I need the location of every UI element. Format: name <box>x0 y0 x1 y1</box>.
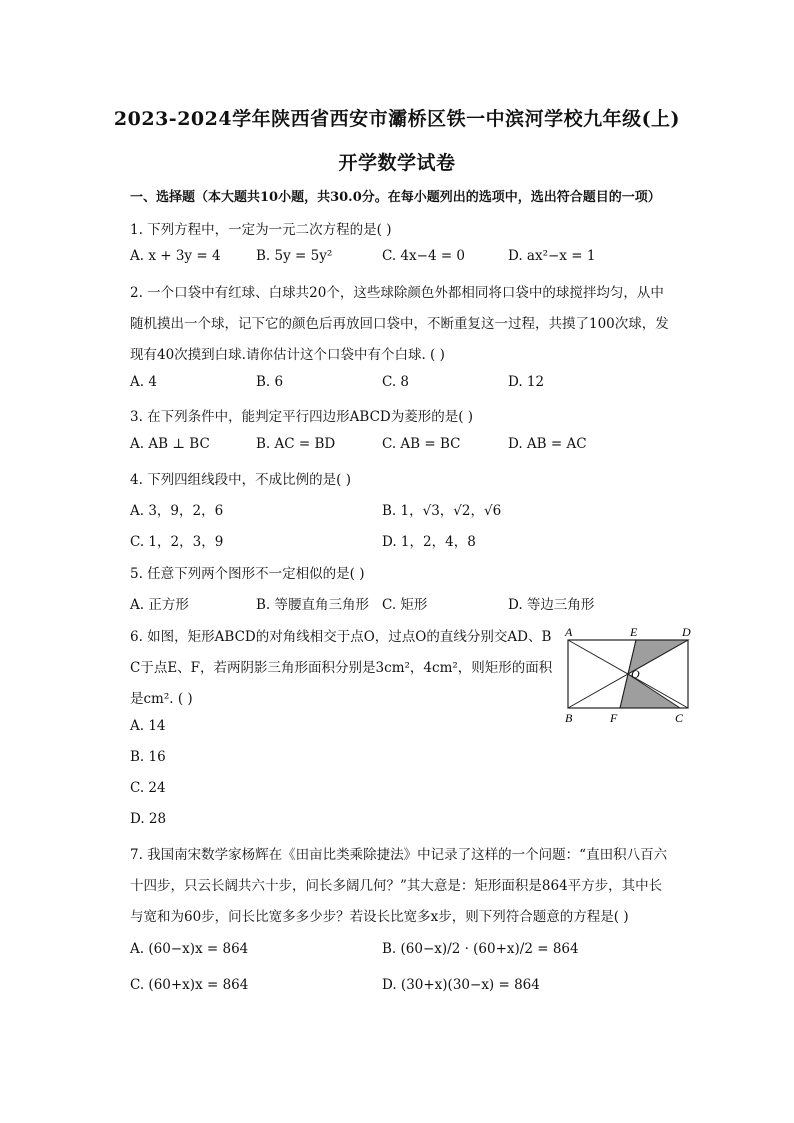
label-f: F <box>610 711 618 725</box>
q1-option-b: B. 5y = 5y² <box>256 248 333 264</box>
exam-title-line2: 开学数学试卷 <box>338 152 456 174</box>
question-7-stem-line1: 7. 我国南宋数学家杨辉在《田亩比类乘除捷法》中记录了这样的一个问题：“直田积八百六 <box>130 847 668 863</box>
q5-option-c: C. 矩形 <box>382 597 428 613</box>
q4-option-c: C. 1，2，3，9 <box>130 534 224 550</box>
question-6-stem-line3: 是cm². ( ) <box>130 691 193 707</box>
q3-option-b: B. AC = BD <box>256 436 336 452</box>
rectangle-figure <box>562 622 700 726</box>
q3-option-c: C. AB = BC <box>382 436 461 452</box>
q6-option-b: B. 16 <box>130 749 166 765</box>
q2-option-a: A. 4 <box>130 374 157 390</box>
label-c: C <box>675 711 684 725</box>
label-e: E <box>630 625 638 639</box>
q4-option-b: B. 1，√3，√2，√6 <box>382 503 502 519</box>
q7-option-b: B. (60−x)/2 · (60+x)/2 = 864 <box>382 941 579 957</box>
label-b: B <box>565 711 573 725</box>
question-5-stem: 5. 任意下列两个图形不一定相似的是( ) <box>130 566 365 582</box>
q6-option-d: D. 28 <box>130 811 167 827</box>
question-7-stem-line3: 与宽和为60步，问长比宽多多少步？若设长比宽多x步，则下列符合题意的方程是( ) <box>130 909 629 925</box>
label-o: O <box>631 667 640 681</box>
q7-option-a: A. (60−x)x = 864 <box>130 941 249 957</box>
q5-option-b: B. 等腰直角三角形 <box>256 597 370 613</box>
q6-option-a: A. 14 <box>130 718 166 734</box>
q6-option-c: C. 24 <box>130 780 166 796</box>
label-a: A <box>565 625 573 639</box>
q3-option-d: D. AB = AC <box>508 436 587 452</box>
q2-option-c: C. 8 <box>382 374 410 390</box>
q3-option-a: A. AB ⊥ BC <box>130 436 210 452</box>
q5-option-d: D. 等边三角形 <box>508 597 595 613</box>
question-1-stem: 1. 下列方程中，一定为一元二次方程的是( ) <box>130 222 392 238</box>
q5-option-a: A. 正方形 <box>130 597 189 613</box>
question-6-stem-line2: C于点E、F，若两阴影三角形面积分别是3cm²，4cm²，则矩形的面积 <box>130 660 553 676</box>
section-heading: 一、选择题（本大题共10小题，共30.0分。在每小题列出的选项中，选出符合题目的一项） <box>130 190 661 205</box>
q4-option-a: A. 3，9，2，6 <box>130 503 224 519</box>
question-7-stem-line2: 十四步，只云长阔共六十步，问长多阔几何？”其大意是：矩形面积是864平方步，其中长 <box>130 878 663 894</box>
question-3-stem: 3. 在下列条件中，能判定平行四边形ABCD为菱形的是( ) <box>130 409 474 425</box>
q1-option-c: C. 4x−4 = 0 <box>382 248 466 264</box>
q1-option-d: D. ax²−x = 1 <box>508 248 596 264</box>
label-d: D <box>682 625 691 639</box>
question-6-stem-line1: 6. 如图，矩形ABCD的对角线相交于点O，过点O的直线分别交AD、B <box>130 629 552 645</box>
shaded-triangle-lower <box>620 674 680 708</box>
q2-option-b: B. 6 <box>256 374 284 390</box>
question-2-stem-line2: 随机摸出一个球，记下它的颜色后再放回口袋中，不断重复这一过程，共摸了100次球，发 <box>130 316 669 332</box>
question-4-stem: 4. 下列四组线段中，不成比例的是( ) <box>130 472 351 488</box>
q1-option-a: A. x + 3y = 4 <box>130 248 221 264</box>
q7-option-c: C. (60+x)x = 864 <box>130 977 249 993</box>
q7-option-d: D. (30+x)(30−x) = 864 <box>382 977 540 993</box>
rectangle-diagram <box>562 622 700 726</box>
question-2-stem-line3: 现有40次摸到白球.请你估计这个口袋中有个白球. ( ) <box>130 347 445 363</box>
exam-title-line1: 2023-2024学年陕西省西安市灞桥区铁一中滨河学校九年级(上) <box>113 108 681 130</box>
question-2-stem-line1: 2. 一个口袋中有红球、白球共20个，这些球除颜色外都相同将口袋中的球搅拌均匀，从中 <box>130 285 664 301</box>
q2-option-d: D. 12 <box>508 374 545 390</box>
q4-option-d: D. 1，2，4，8 <box>382 534 476 550</box>
